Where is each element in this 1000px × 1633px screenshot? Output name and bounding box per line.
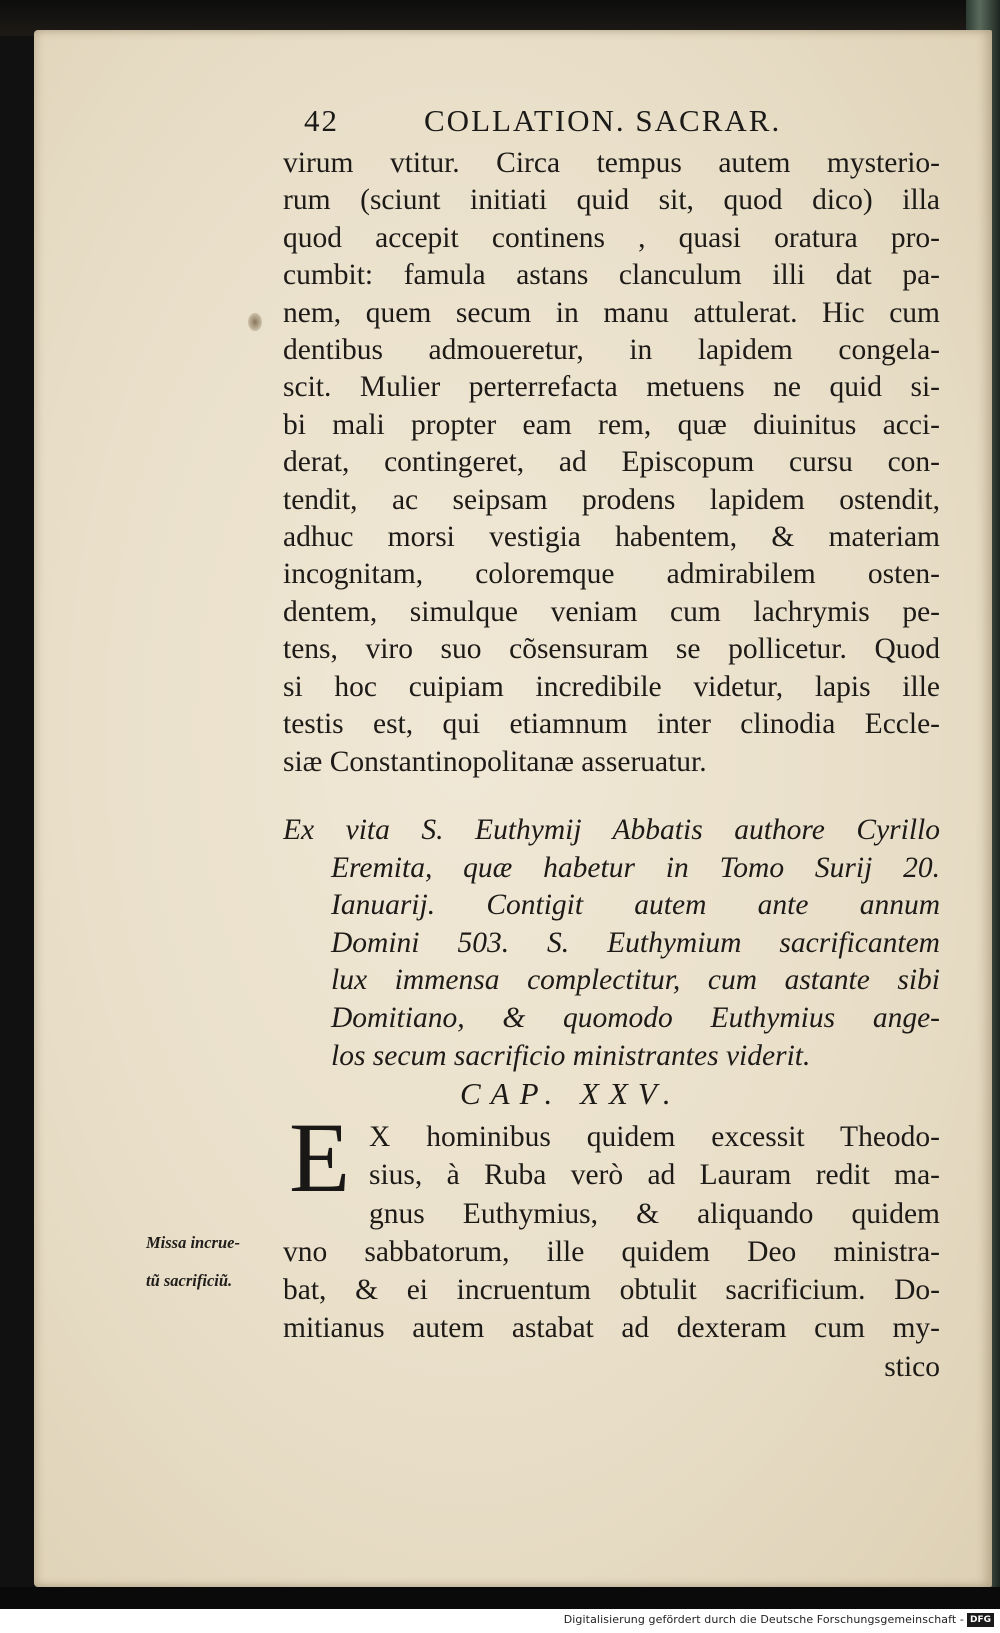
text-line: rum (sciunt initiati quid sit, quod dico) illa	[283, 184, 940, 217]
footer-bar	[0, 1609, 1000, 1633]
summary-line: lux immensa complectitur, cum astante sibi	[331, 964, 940, 997]
text-line: derat, contingeret, ad Episcopum cursu con-	[283, 446, 940, 479]
text-line: incognitam, coloremque admirabilem osten-	[283, 558, 940, 591]
ink-stain	[248, 313, 262, 331]
summary-line: Domini 503. S. Euthymium sacrificantem	[331, 926, 940, 959]
dfg-logo: DFG	[967, 1613, 994, 1627]
text-line: X hominibus quidem excessit Theodo-	[369, 1121, 940, 1153]
text-line: sius, à Ruba verò ad Lauram redit ma-	[369, 1159, 940, 1192]
chapter-text	[283, 1118, 940, 1386]
running-title: COLLATION. SACRAR.	[424, 103, 782, 138]
summary-line: los secum sacrificio ministrantes viderit.	[331, 1039, 811, 1072]
text-line: dentibus admoueretur, in lapidem congela-	[283, 334, 940, 367]
summary-line: Domitiano, & quomodo Euthymius ange-	[331, 1001, 940, 1034]
margin-note-line: tũ sacrificiũ.	[146, 1271, 233, 1290]
text-line: dentem, simulque veniam cum lachrymis pe-	[283, 595, 940, 628]
text-line: bat, & ei incruentum obtulit sacrificium. Do-	[283, 1274, 940, 1307]
scan-bottom-edge	[0, 1587, 1000, 1609]
catchword: stico	[884, 1350, 940, 1383]
summary-line: Ianuarij. Contigit autem ante annum	[331, 889, 940, 922]
text-line: mitianus autem astabat ad dexteram cum my-	[283, 1312, 940, 1345]
text-line: tendit, ac seipsam prodens lapidem ostendit,	[283, 483, 940, 516]
text-line: virum vtitur. Circa tempus autem mysterio-	[283, 147, 940, 179]
text-line: siæ Constantinopolitanæ asseruatur.	[283, 745, 707, 778]
body-text	[283, 145, 940, 781]
text-line: testis est, qui etiamnum inter clinodia Eccle-	[283, 708, 940, 741]
summary-line: Ex vita S. Euthymij Abbatis authore Cyrillo	[283, 814, 940, 846]
page-number: 42	[304, 103, 339, 138]
text-line: gnus Euthymius, & aliquando quidem	[369, 1197, 940, 1230]
footer-credit: Digitalisierung gefördert durch die Deutsche Forschungsgemeinschaft -	[563, 1613, 964, 1626]
text-line: bi mali propter eam rem, quæ diuinitus acci-	[283, 408, 940, 441]
text-line: quod accepit continens , quasi oratura pro-	[283, 221, 940, 254]
chapter-heading: CAP. XXV.	[460, 1076, 681, 1111]
text-line: nem, quem secum in manu attulerat. Hic cum	[283, 296, 940, 329]
summary-line: Eremita, quæ habetur in Tomo Surij 20.	[331, 851, 940, 884]
margin-note	[146, 1224, 240, 1300]
text-line: adhuc morsi vestigia habentem, & materiam	[283, 521, 940, 554]
text-line: tens, viro suo cõsensuram se pollicetur. Quod	[283, 633, 940, 666]
drop-cap: E	[289, 1102, 351, 1213]
text-line: scit. Mulier perterrefacta metuens ne quid si-	[283, 371, 940, 404]
text-line: cumbit: famula astans clanculum illi dat pa-	[283, 259, 940, 292]
chapter-summary	[283, 812, 940, 1075]
text-line: vno sabbatorum, ille quidem Deo ministra-	[283, 1235, 940, 1268]
text-line: si hoc cuipiam incredibile videtur, lapis ille	[283, 670, 940, 703]
margin-note-line: Missa incrue-	[146, 1233, 240, 1252]
